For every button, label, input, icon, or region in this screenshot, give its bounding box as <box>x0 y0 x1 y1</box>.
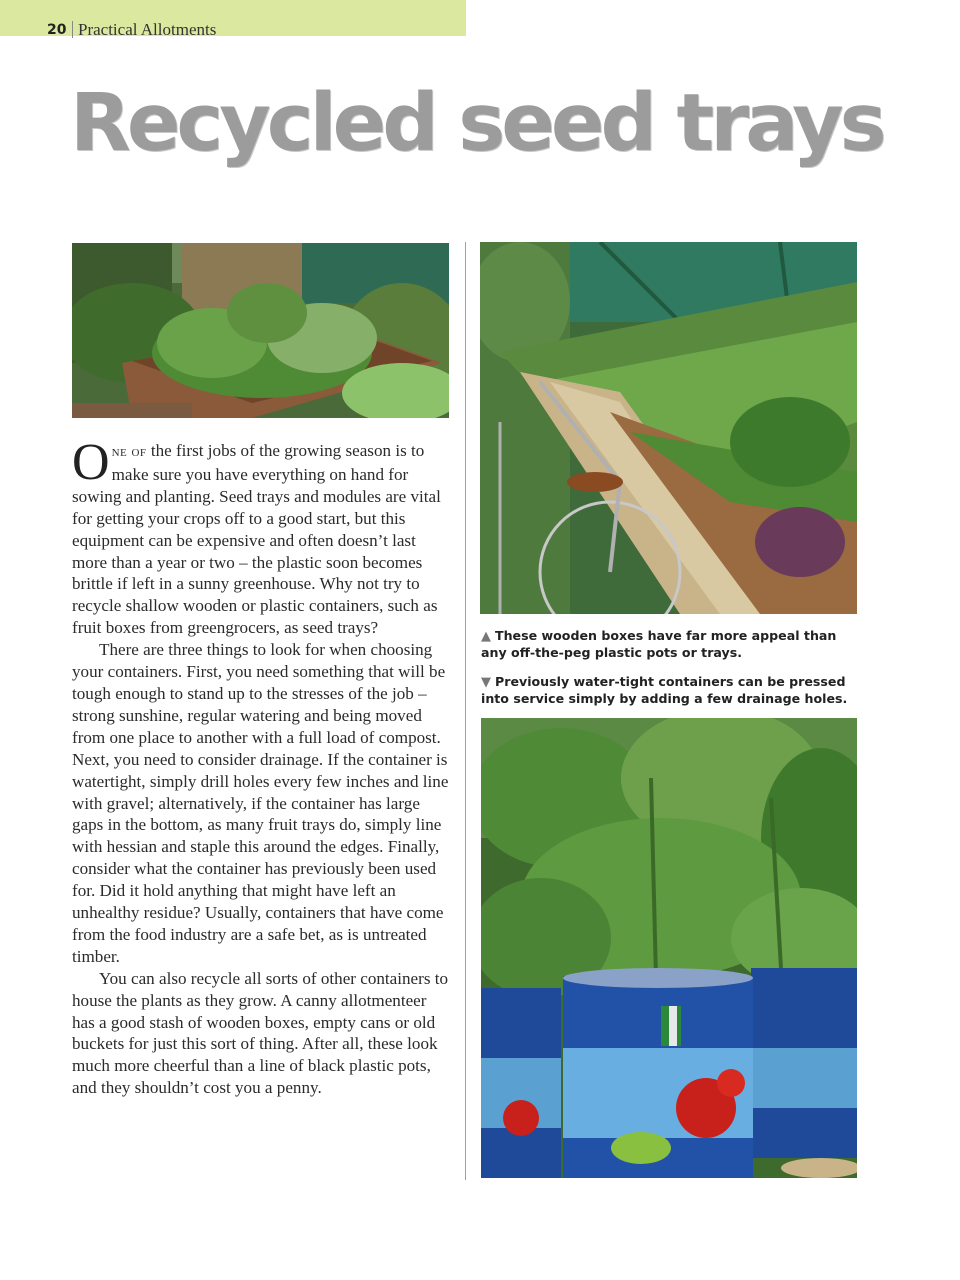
paragraph-1 <box>72 434 452 639</box>
lead-in-smallcaps: ne of <box>111 444 147 460</box>
drop-cap: O <box>72 434 110 491</box>
caption-top <box>481 628 861 661</box>
paragraph-2: There are three things to look for when choosing your containers. First, you need something that will be tough enough to stand up to the stresses of the job – strong sunshine, regular watering and being moved from one place to another with a full load of compost. Next, you need to consider drainage. If the container is watertight, simply drill holes every few inches and line with gravel; alternatively, if the container has large gaps in the bottom, as many fruit trays do, simply line with hessian and staple this around the edges. Finally, consider what the container has previously been used for. Did it hold anything that might have left an unhealthy residue? Usually, containers that have come from the food industry are a safe bet, as is untreated timber. <box>72 640 449 966</box>
up-triangle-icon: ▲ <box>481 629 491 644</box>
header-divider <box>72 21 73 38</box>
column-divider <box>465 242 466 1180</box>
paragraph-3: You can also recycle all sorts of other containers to house the plants as they grow. A canny allotmenteer has a good stash of wooden boxes, empty cans or old buckets for just this sort of thing. After all, these look much more cheerful than a line of black plastic pots, and they shouldn’t cost you a penny. <box>72 968 449 1098</box>
header-band <box>0 0 466 36</box>
caption-bottom-text: Previously water-tight containers can be pressed into service simply by adding a few drainage holes. <box>481 674 848 706</box>
page-number: 20 <box>47 22 67 38</box>
paragraph-1-text: the first jobs of the growing season is to make sure you have everything on hand for sowing and planting. Seed trays and modules are vital for getting your crops off to a good start, but this equipment can be expensive and often doesn’t last more than a year or two – the plastic soon becomes brittle if left in a sunny greenhouse. Why not try to recycle shallow wooden or plastic containers, such as fruit boxes from greengrocers, as seed trays? <box>72 441 441 638</box>
tomato-cans-photo <box>481 718 857 1178</box>
article-body <box>72 434 452 1099</box>
down-triangle-icon: ▼ <box>481 675 491 690</box>
article-title: Recycled seed trays <box>70 77 883 169</box>
caption-top-text: These wooden boxes have far more appeal than any off-the-peg plastic pots or trays. <box>481 628 837 660</box>
herb-box-photo <box>72 243 449 418</box>
running-title: Practical Allotments <box>78 20 217 39</box>
greenhouse-boxes-photo <box>480 242 857 614</box>
caption-bottom <box>481 674 861 707</box>
